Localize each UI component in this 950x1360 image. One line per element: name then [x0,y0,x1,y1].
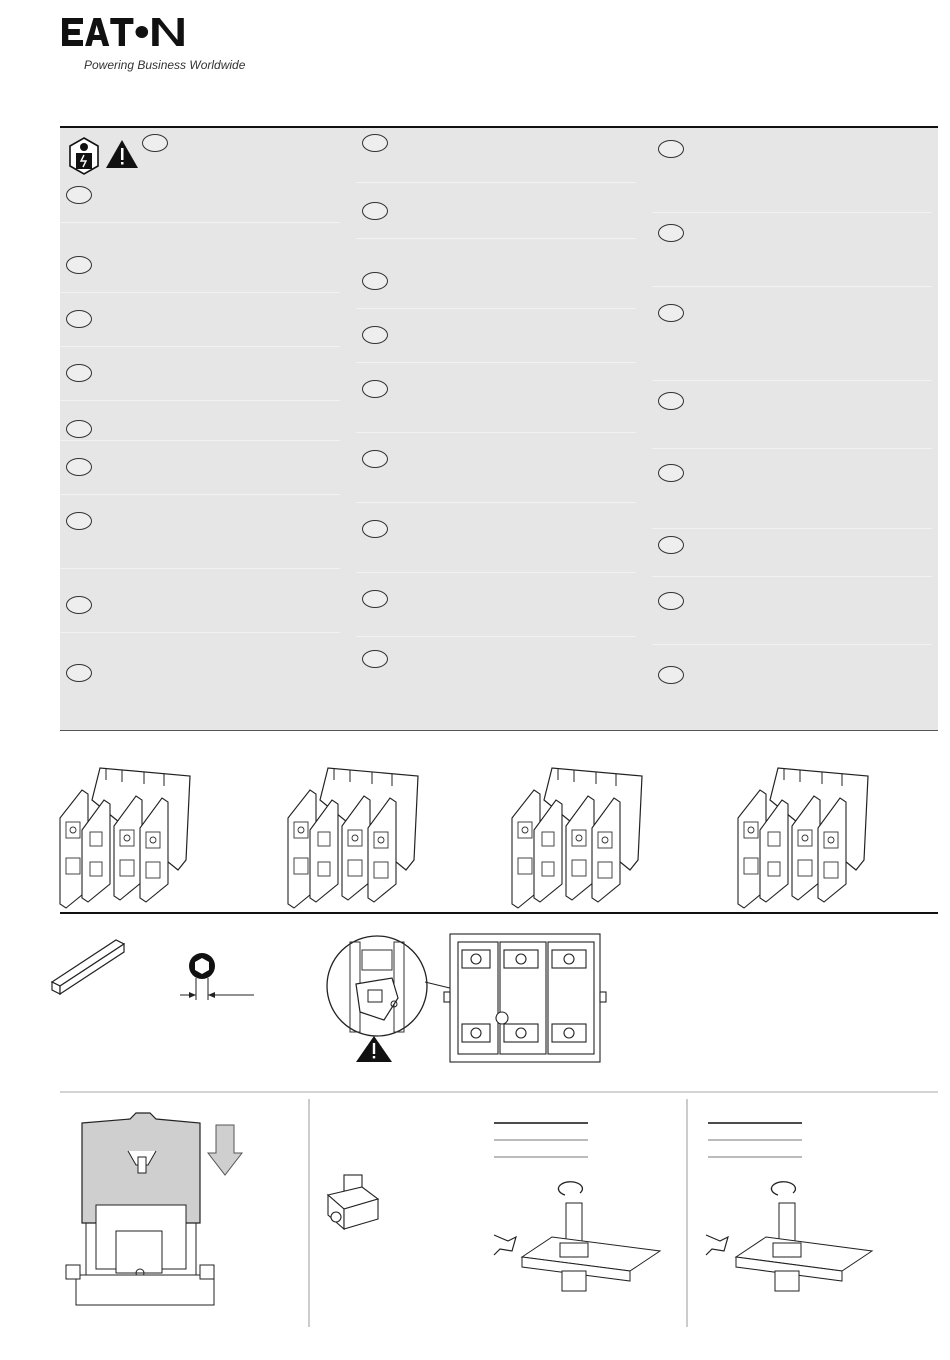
contactor-image [288,768,418,908]
lang-oval [362,520,388,538]
lang-item [652,300,932,381]
tagline: Powering Business Worldwide [84,58,246,72]
contactor-image [512,768,642,908]
language-panel [60,126,938,731]
lang-oval [658,666,684,684]
lang-oval [362,134,388,152]
lang-oval [362,380,388,398]
bolt-connection-figure [494,1123,660,1291]
lang-oval [362,202,388,220]
lang-item [356,516,636,573]
warning-icon [356,1036,392,1062]
lang-oval [658,536,684,554]
language-column-1 [60,128,355,730]
contactor-figures [0,730,950,915]
lang-item [60,592,340,633]
lang-item [652,460,932,529]
lang-oval [658,304,684,322]
lang-item [652,220,932,287]
lang-oval [362,650,388,668]
hex-key-icon [52,940,124,994]
lang-item [356,646,636,686]
lang-item [652,588,932,645]
lang-oval [658,140,684,158]
lang-item [356,130,636,183]
lang-item [356,376,636,433]
installation-figures [0,1095,950,1335]
lang-oval [66,186,92,204]
tools-figures [0,920,950,1095]
lang-item [356,268,636,309]
lang-item [356,322,636,363]
lang-oval [66,364,92,382]
lang-item [60,252,340,293]
lang-oval [66,664,92,682]
lang-oval [658,392,684,410]
lang-oval [66,256,92,274]
lang-item [652,136,932,213]
lang-oval [362,326,388,344]
lang-oval [362,590,388,608]
magnifier-detail [327,936,458,1036]
lang-oval [66,458,92,476]
language-column-3 [652,128,938,730]
lang-item [60,660,340,700]
contactor-top-view [444,934,606,1062]
cover-install-figure [66,1113,214,1305]
lang-item [652,388,932,449]
lang-item [652,662,932,702]
lang-item [60,360,340,401]
lang-item [356,198,636,239]
contactor-image [60,768,190,908]
lang-item [60,508,340,569]
lang-oval [66,512,92,530]
hex-socket-icon [180,953,254,1000]
contactor-image [738,768,868,908]
lang-item [356,586,636,637]
lang-item [60,454,340,495]
arrow-down-icon [208,1125,242,1175]
lang-oval [658,224,684,242]
lang-oval [362,272,388,290]
lang-oval [66,596,92,614]
lang-item [652,532,932,577]
lang-item [356,446,636,503]
lang-item [60,182,340,223]
lang-oval [658,464,684,482]
terminal-clamp-figure [328,1175,378,1229]
lang-oval [66,420,92,438]
eaton-logo [62,14,192,58]
lang-item [60,416,340,441]
language-column-2 [356,128,651,730]
lang-oval [66,310,92,328]
eaton-logo-mark [62,14,192,50]
lang-oval [658,592,684,610]
lang-oval [362,450,388,468]
bolt-connection-figure [706,1123,872,1291]
lang-item [60,306,340,347]
